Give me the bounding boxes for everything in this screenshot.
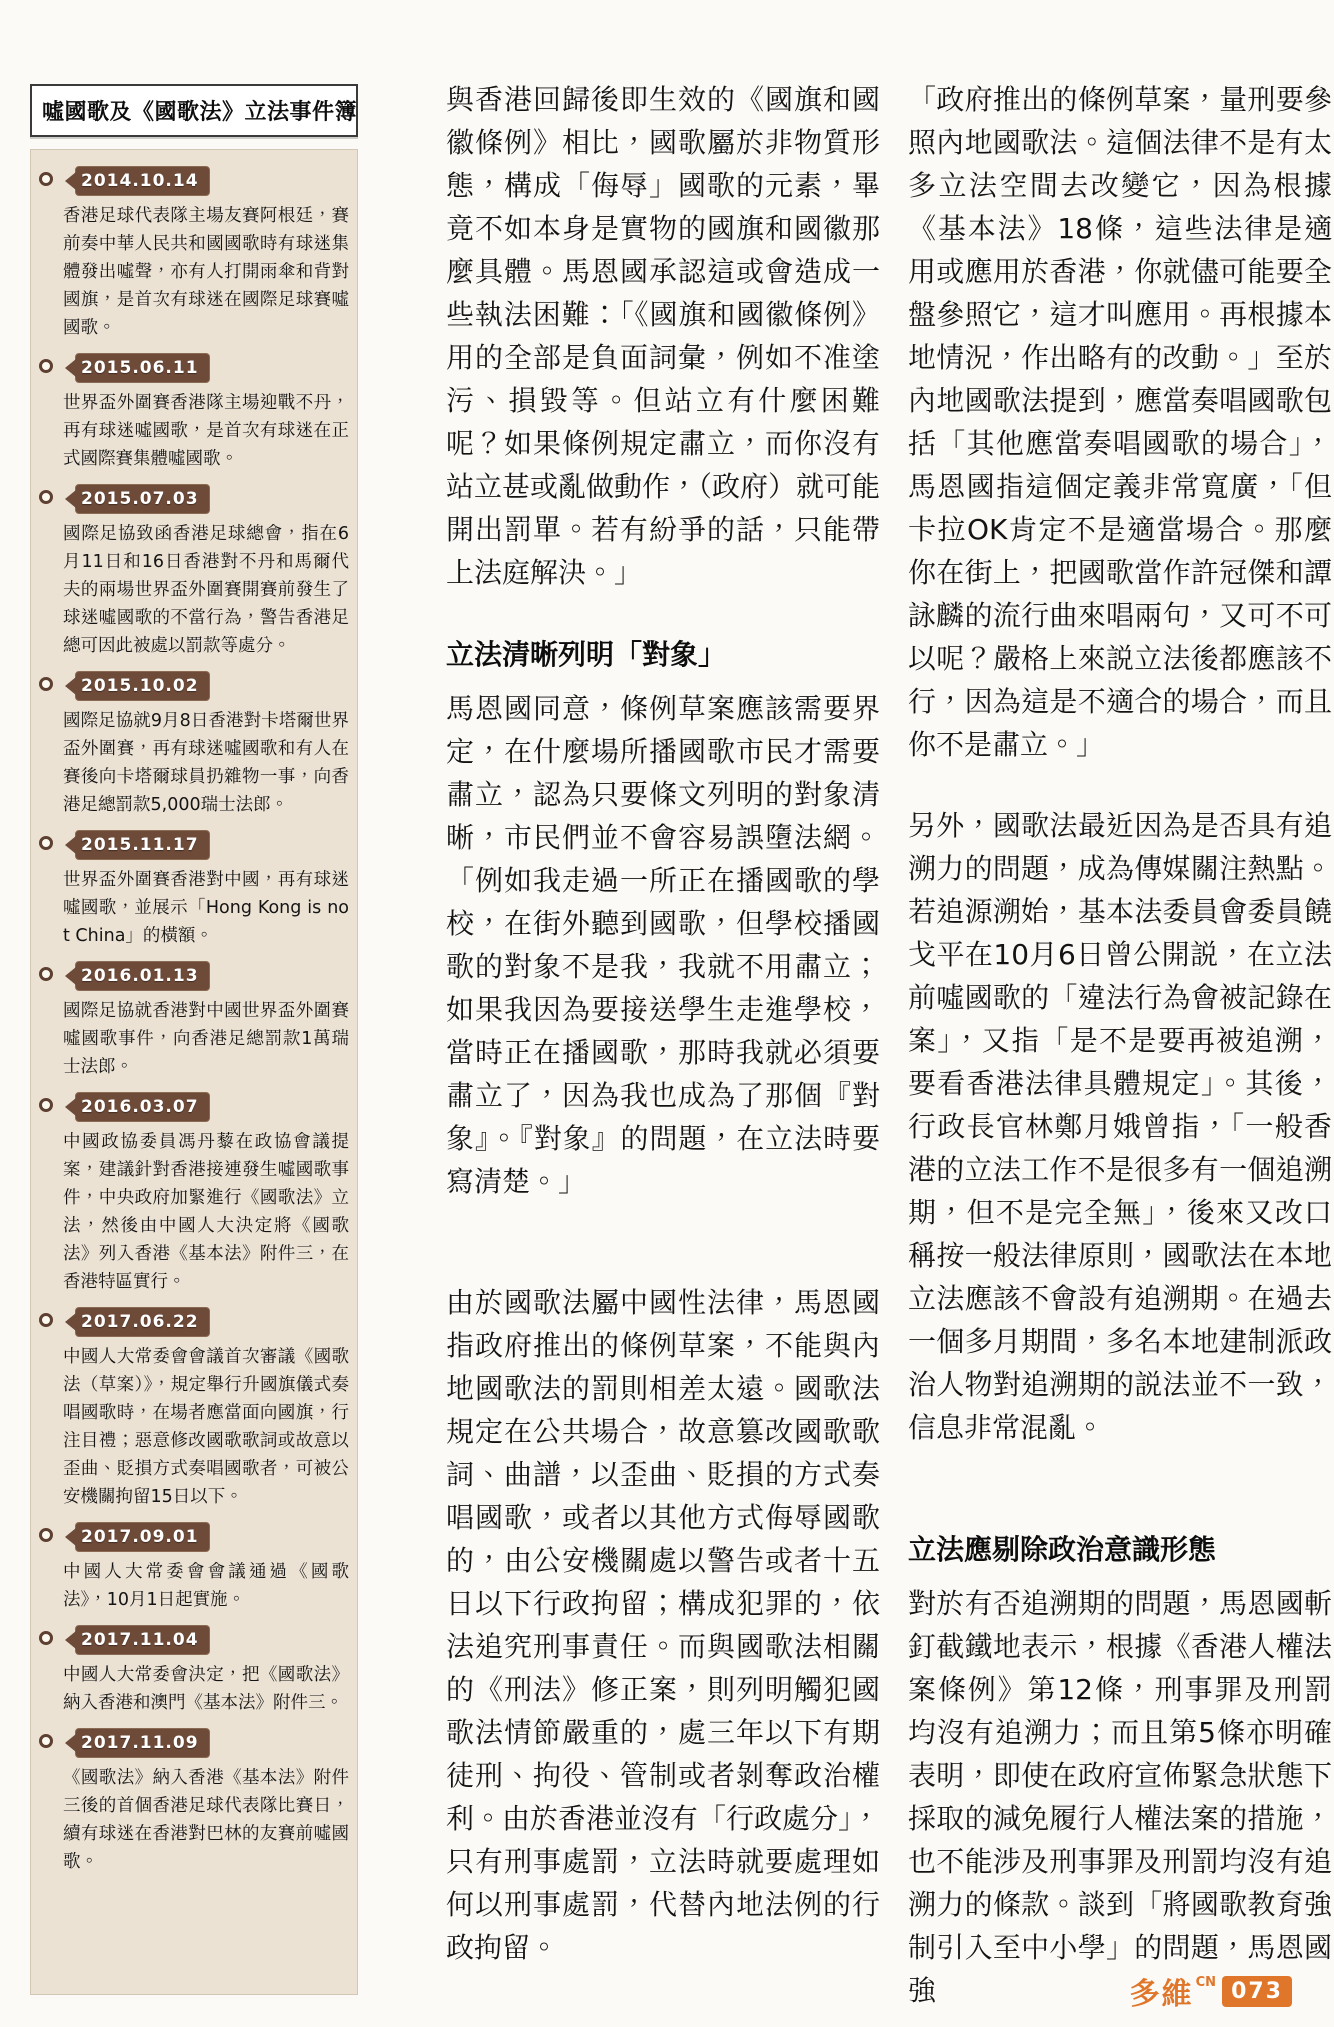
- event-date-badge: 2015.10.02: [75, 671, 210, 701]
- event-text: 世界盃外圍賽香港對中國，再有球迷噓國歌，並展示「Hong Kong is not China」的橫額。: [63, 870, 349, 946]
- event-text: 香港足球代表隊主場友賽阿根廷，賽前奏中華人民共和國國歌時有球迷集體發出噓聲，亦有人打開雨傘和背對國旗，是首次有球迷在國際足球賽噓國歌。: [63, 206, 349, 338]
- timeline-event: [63, 1728, 349, 1876]
- event-text: 中國政協委員馮丹藜在政協會議提案，建議針對香港接連發生噓國歌事件，中央政府加緊進行《國歌法》立法，然後由中國人大決定將《國歌法》列入香港《基本法》附件三，在香港特區實行。: [63, 1132, 349, 1292]
- section-heading: 立法清晰列明「對象」: [446, 638, 727, 671]
- event-date-badge: 2017.06.22: [75, 1307, 210, 1337]
- timeline-dot-icon: [39, 490, 53, 504]
- event-text: 中國人大常委會決定，把《國歌法》納入香港和澳門《基本法》附件三。: [63, 1665, 349, 1713]
- timeline-sidebar: [30, 84, 358, 1995]
- paragraph: 由於國歌法屬中國性法律，馬恩國指政府推出的條例草案，不能與內地國歌法的罰則相差太遠。國歌法規定在公共場合，故意篡改國歌歌詞、曲譜，以歪曲、貶損的方式奏唱國歌，或者以其他方式侮辱國歌的，由公安機關處以警告或者十五日以下行政拘留；構成犯罪的，依法追究刑事責任。而與國歌法相關的《刑法》修正案，則列明觸犯國歌法情節嚴重的，處三年以下有期徒刑、拘役、管制或者剝奪政治權利。由於香港並沒有「行政處分」，只有刑事處罰，立法時就要處理如何以刑事處罰，代替內地法例的行政拘留。: [446, 1286, 881, 1964]
- paragraph: 馬恩國同意，條例草案應該需要界定，在什麼場所播國歌市民才需要肅立，認為只要條文列明的對象清晰，市民們並不會容易誤墮法網。「例如我走過一所正在播國歌的學校，在街外聽到國歌，但學校播國歌的對象不是我，我就不用肅立；如果我因為要接送學生走進學校，當時正在播國歌，那時我就必須要肅立了，因為我也成為了那個『對象』。『對象』的問題，在立法時要寫清楚。」: [446, 692, 880, 1198]
- timeline-event: [63, 1092, 349, 1296]
- event-date-badge: 2015.11.17: [75, 830, 210, 860]
- event-text: 中國人大常委會會議通過《國歌法》，10月1日起實施。: [63, 1562, 349, 1610]
- timeline-dot-icon: [39, 1098, 53, 1112]
- timeline-dot-icon: [39, 1734, 53, 1748]
- timeline-event: [63, 830, 349, 950]
- event-date-badge: 2016.03.07: [75, 1092, 210, 1122]
- timeline-event: [63, 671, 349, 819]
- paragraph: 另外，國歌法最近因為是否具有追溯力的問題，成為傳媒關注熱點。若追源溯始，基本法委員會委員饒戈平在10月6日曾公開説，在立法前噓國歌的「違法行為會被記錄在案」，又指「是不是要再被追溯，要看香港法律具體規定」。其後，行政長官林鄭月娥曾指，「一般香港的立法工作不是很多有一個追溯期，但不是完全無」，後來又改口稱按一般法律原則，國歌法在本地立法應該不會設有追溯期。在過去一個多月期間，多名本地建制派政治人物對追溯期的説法並不一致，信息非常混亂。: [908, 809, 1332, 1444]
- timeline-dot-icon: [39, 967, 53, 981]
- footer-brand: [1130, 1969, 1292, 2013]
- timeline-event: [63, 353, 349, 473]
- timeline-dot-icon: [39, 1631, 53, 1645]
- event-text: 國際足協就香港對中國世界盃外圍賽噓國歌事件，向香港足總罰款1萬瑞士法郎。: [63, 1001, 349, 1077]
- event-text: 世界盃外圍賽香港隊主場迎戰不丹，再有球迷噓國歌，是首次有球迷在正式國際賽集體噓國歌。: [63, 393, 349, 469]
- event-text: 國際足協致函香港足球總會，指在6月11日和16日香港對不丹和馬爾代夫的兩場世界盃外圍賽開賽前發生了球迷噓國歌的不當行為，警告香港足總可因此被處以罰款等處分。: [63, 524, 349, 656]
- paragraph: 對於有否追溯期的問題，馬恩國斬釘截鐵地表示，根據《香港人權法案條例》第12條，刑事罪及刑罰均沒有追溯力；而且第5條亦明確表明，即使在政府宣佈緊急狀態下採取的減免履行人權法案的措施，也不能涉及刑事罪及刑罰均沒有追溯力的條款。談到「將國歌教育強制引入至中小學」的問題，馬恩國強: [908, 1587, 1332, 2007]
- page-number-badge: 073: [1222, 1976, 1292, 2007]
- brand-logo: 多維: [1129, 1977, 1194, 2012]
- paragraph: 與香港回歸後即生效的《國旗和國徽條例》相比，國歌屬於非物質形態，構成「侮辱」國歌的元素，畢竟不如本身是實物的國旗和國徽那麼具體。馬恩國承認這或會造成一些執法困難：「《國旗和國徽條例》用的全部是負面詞彙，例如不准塗污、損毀等。但站立有什麼困難呢？如果條例規定肅立，而你沒有站立甚或亂做動作，（政府）就可能開出罰單。若有紛爭的話，只能帶上法庭解決。」: [446, 83, 881, 589]
- timeline-dot-icon: [39, 172, 53, 186]
- timeline-dot-icon: [39, 836, 53, 850]
- article-column-right: [908, 78, 1332, 2027]
- timeline-dot-icon: [39, 1313, 53, 1327]
- timeline-dot-icon: [39, 1528, 53, 1542]
- timeline-event: [63, 1522, 349, 1614]
- event-date-badge: 2017.11.09: [75, 1728, 210, 1758]
- timeline-event: [63, 166, 349, 342]
- timeline-dot-icon: [39, 359, 53, 373]
- timeline-event: [63, 961, 349, 1081]
- event-date-badge: 2015.06.11: [75, 353, 210, 383]
- timeline-panel: [30, 149, 358, 1995]
- event-date-badge: 2014.10.14: [75, 166, 210, 196]
- event-date-badge: 2016.01.13: [75, 961, 210, 991]
- timeline-event: [63, 1307, 349, 1511]
- section-heading: 立法應剔除政治意識形態: [908, 1533, 1217, 1566]
- sidebar-title: 噓國歌及《國歌法》立法事件簿: [30, 84, 358, 137]
- article-column-middle: [446, 78, 880, 2007]
- event-date-badge: 2017.09.01: [75, 1522, 210, 1552]
- brand-region-label: CN: [1195, 1974, 1217, 1990]
- paragraph: 「政府推出的條例草案，量刑要參照內地國歌法。這個法律不是有太多立法空間去改變它，因為根據《基本法》18條，這些法律是適用或應用於香港，你就儘可能要全盤參照它，這才叫應用。再根據本地情況，作出略有的改動。」至於內地國歌法提到，應當奏唱國歌包括「其他應當奏唱國歌的場合」，馬恩國指這個定義非常寬廣，「但卡拉OK肯定不是適當場合。那麼你在街上，把國歌當作許冠傑和譚詠麟的流行曲來唱兩句，又可不可以呢？嚴格上來説立法後都應該不行，因為這是不適合的場合，而且你不是肅立。」: [908, 83, 1332, 761]
- timeline-event: [63, 1625, 349, 1717]
- event-date-badge: 2017.11.04: [75, 1625, 210, 1655]
- event-text: 中國人大常委會會議首次審議《國歌法（草案）》，規定舉行升國旗儀式奏唱國歌時，在場者應當面向國旗，行注目禮；惡意修改國歌歌詞或故意以歪曲、貶損方式奏唱國歌者，可被公安機關拘留15日以下。: [63, 1347, 349, 1507]
- event-text: 《國歌法》納入香港《基本法》附件三後的首個香港足球代表隊比賽日，續有球迷在香港對巴林的友賽前噓國歌。: [63, 1768, 349, 1872]
- timeline-event: [63, 484, 349, 660]
- event-date-badge: 2015.07.03: [75, 484, 210, 514]
- timeline-dot-icon: [39, 677, 53, 691]
- event-text: 國際足協就9月8日香港對卡塔爾世界盃外圍賽，再有球迷噓國歌和有人在賽後向卡塔爾球員扔雜物一事，向香港足總罰款5,000瑞士法郎。: [63, 711, 349, 815]
